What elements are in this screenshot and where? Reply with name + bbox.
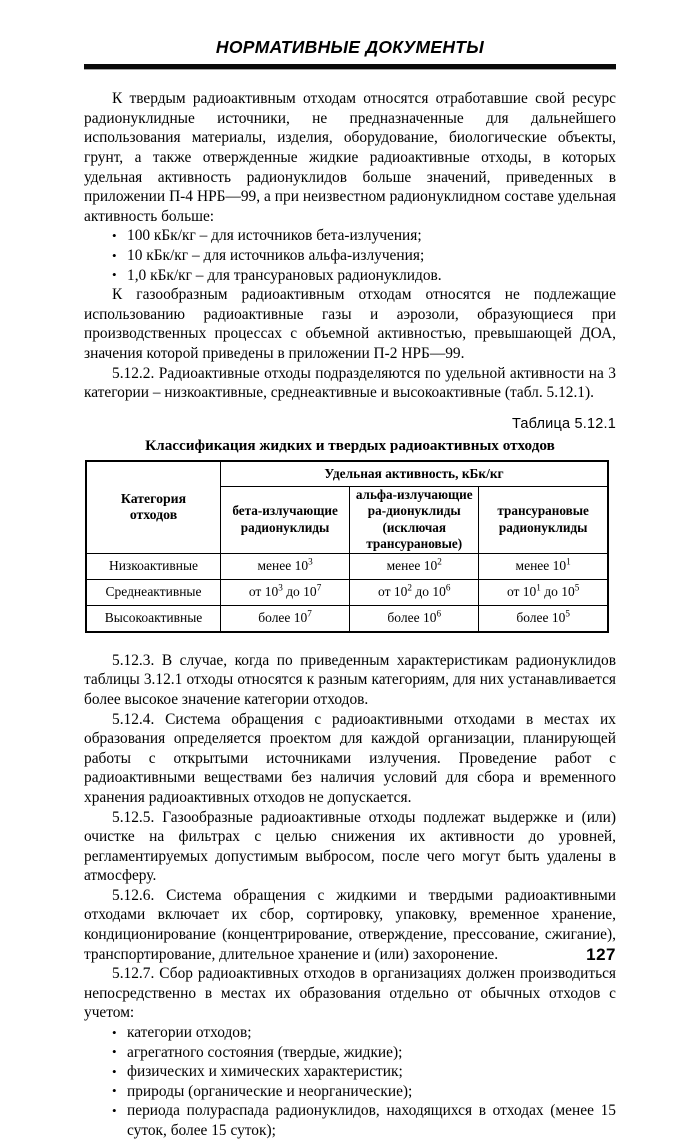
classification-table (85, 460, 609, 633)
list-item: • 100 кБк/кг – для источников бета-излучения; (84, 226, 616, 246)
header-transuranic-nuclides: трансурановые радионуклиды (479, 486, 608, 553)
table-row (86, 579, 608, 605)
table-row (86, 605, 608, 632)
list-item: • 1,0 кБк/кг – для трансурановых радионуклидов. (84, 266, 616, 286)
table-header-row-1 (86, 461, 608, 487)
cell-category: Низкоактивные (86, 553, 221, 579)
paragraph-5-12-6: 5.12.6. Система обращения с жидкими и твердыми радиоактивными отходами включает их сбор, сортировку, упаковку, временное хранение, кондиционирование (концентрирование, отверждение, прессование, сжигание), транспортирование, длительное хранение и (или) захоронение. (84, 886, 616, 963)
paragraph-5-12-5: 5.12.5. Газообразные радиоактивные отходы подлежат выдержке и (или) очистке на фильтрах с целью снижения их активности до уровней, регламентируемых допустимым выбросом, после чего могут быть удалены в атмосферу. (84, 808, 616, 885)
header-beta-nuclides: бета-излучающие радионуклиды (221, 486, 350, 553)
table-body (86, 553, 608, 632)
cell-category: Высокоактивные (86, 605, 221, 632)
header-alpha-nuclides: альфа-излучающие ра-дионуклиды (исключая трансурановые) (350, 486, 479, 553)
paragraph-5-12-3: 5.12.3. В случае, когда по приведенным характеристикам радионуклидов таблицы 3.12.1 отходы относятся к разным категориям, для них устанавливается более высокое значение категории отходов. (84, 651, 616, 708)
header-rule (84, 64, 616, 69)
table-number-label: Таблица 5.12.1 (512, 415, 616, 432)
header-category (86, 461, 221, 554)
cell-transuranic-value: от $10^1$ до $10^5$ (479, 579, 608, 605)
list-item: • периода полураспада радионуклидов, находящихся в отходах (менее 15 суток, более 15 суток); (84, 1101, 616, 1140)
page-content (84, 0, 616, 1141)
cell-transuranic-value: менее $10^1$ (479, 553, 608, 579)
paragraph-5-12-2: 5.12.2. Радиоактивные отходы подразделяются по удельной активности на 3 категории – низкоактивные, среднеактивные и высокоактивные (табл. 5.12.1). (84, 364, 616, 402)
cell-beta-value: более $10^7$ (221, 605, 350, 632)
paragraph-gaseous-waste: К газообразным радиоактивным отходам относятся не подлежащие использованию радиоактивные газы и аэрозоли, образующиеся при производственных процессах с объемной активностью, превышающей ДОА, значения которой приведены в приложении П-2 НРБ—99. (84, 286, 616, 362)
body-text-lower (84, 651, 616, 1141)
paragraph-5-12-7: 5.12.7. Сбор радиоактивных отходов в организациях должен производиться непосредственно в местах их образования отдельно от обычных отходов с учетом: (84, 965, 616, 1022)
cell-beta-value: от $10^3$ до $10^7$ (221, 579, 350, 605)
cell-beta-value: менее $10^3$ (221, 553, 350, 579)
paragraph-5-12-4: 5.12.4. Система обращения с радиоактивными отходами в местах их образования определяется проектом для каждой организации, планирующей работы с открытыми источниками излучения. Проведение работ с радиоактивными веществами без наличия условий для сбора и временного хранения радиоактивных отходов не допускается. (84, 710, 616, 806)
page-number: 127 (586, 945, 616, 964)
cell-category: Среднеактивные (86, 579, 221, 605)
header-category-line1: Категория (120, 490, 187, 506)
cell-transuranic-value: более $10^5$ (479, 605, 608, 632)
list-item: • природы (органические и неорганические); (84, 1082, 616, 1102)
cell-alpha-value: более $10^6$ (350, 605, 479, 632)
list-item: • 10 кБк/кг – для источников альфа-излучения; (84, 246, 616, 266)
paragraph-solid-waste: К твердым радиоактивным отходам относятся отработавшие свой ресурс радионуклидные источники, не предназначенные для дальнейшего использования материалы, изделия, оборудование, биологические объекты, грунт, а также отвержденные жидкие радиоактивные отходы, в которых удельная активность радионуклидов больше значений, приведенных в приложении П-4 НРБ—99, а при неизвестном радионуклидном составе удельная активность больше: (84, 90, 616, 225)
table-title: Классификация жидких и твердых радиоактивных отходов (145, 436, 555, 454)
running-head: НОРМАТИВНЫЕ ДОКУМЕНТЫ (215, 37, 485, 57)
cell-alpha-value: менее $10^2$ (350, 553, 479, 579)
table-head (86, 461, 608, 554)
collection-criteria-list (84, 1023, 616, 1141)
list-item: • агрегатного состояния (твердые, жидкие); (84, 1043, 616, 1063)
activity-threshold-list (84, 226, 616, 285)
body-text (84, 89, 616, 403)
list-item: • физических и химических характеристик; (84, 1062, 616, 1082)
cell-alpha-value: от $10^2$ до $10^6$ (350, 579, 479, 605)
header-specific-activity: Удельная активность, кБк/кг (221, 461, 609, 487)
list-item: • категории отходов; (84, 1023, 616, 1043)
table-row (86, 553, 608, 579)
header-category-line2: отходов (129, 507, 178, 523)
